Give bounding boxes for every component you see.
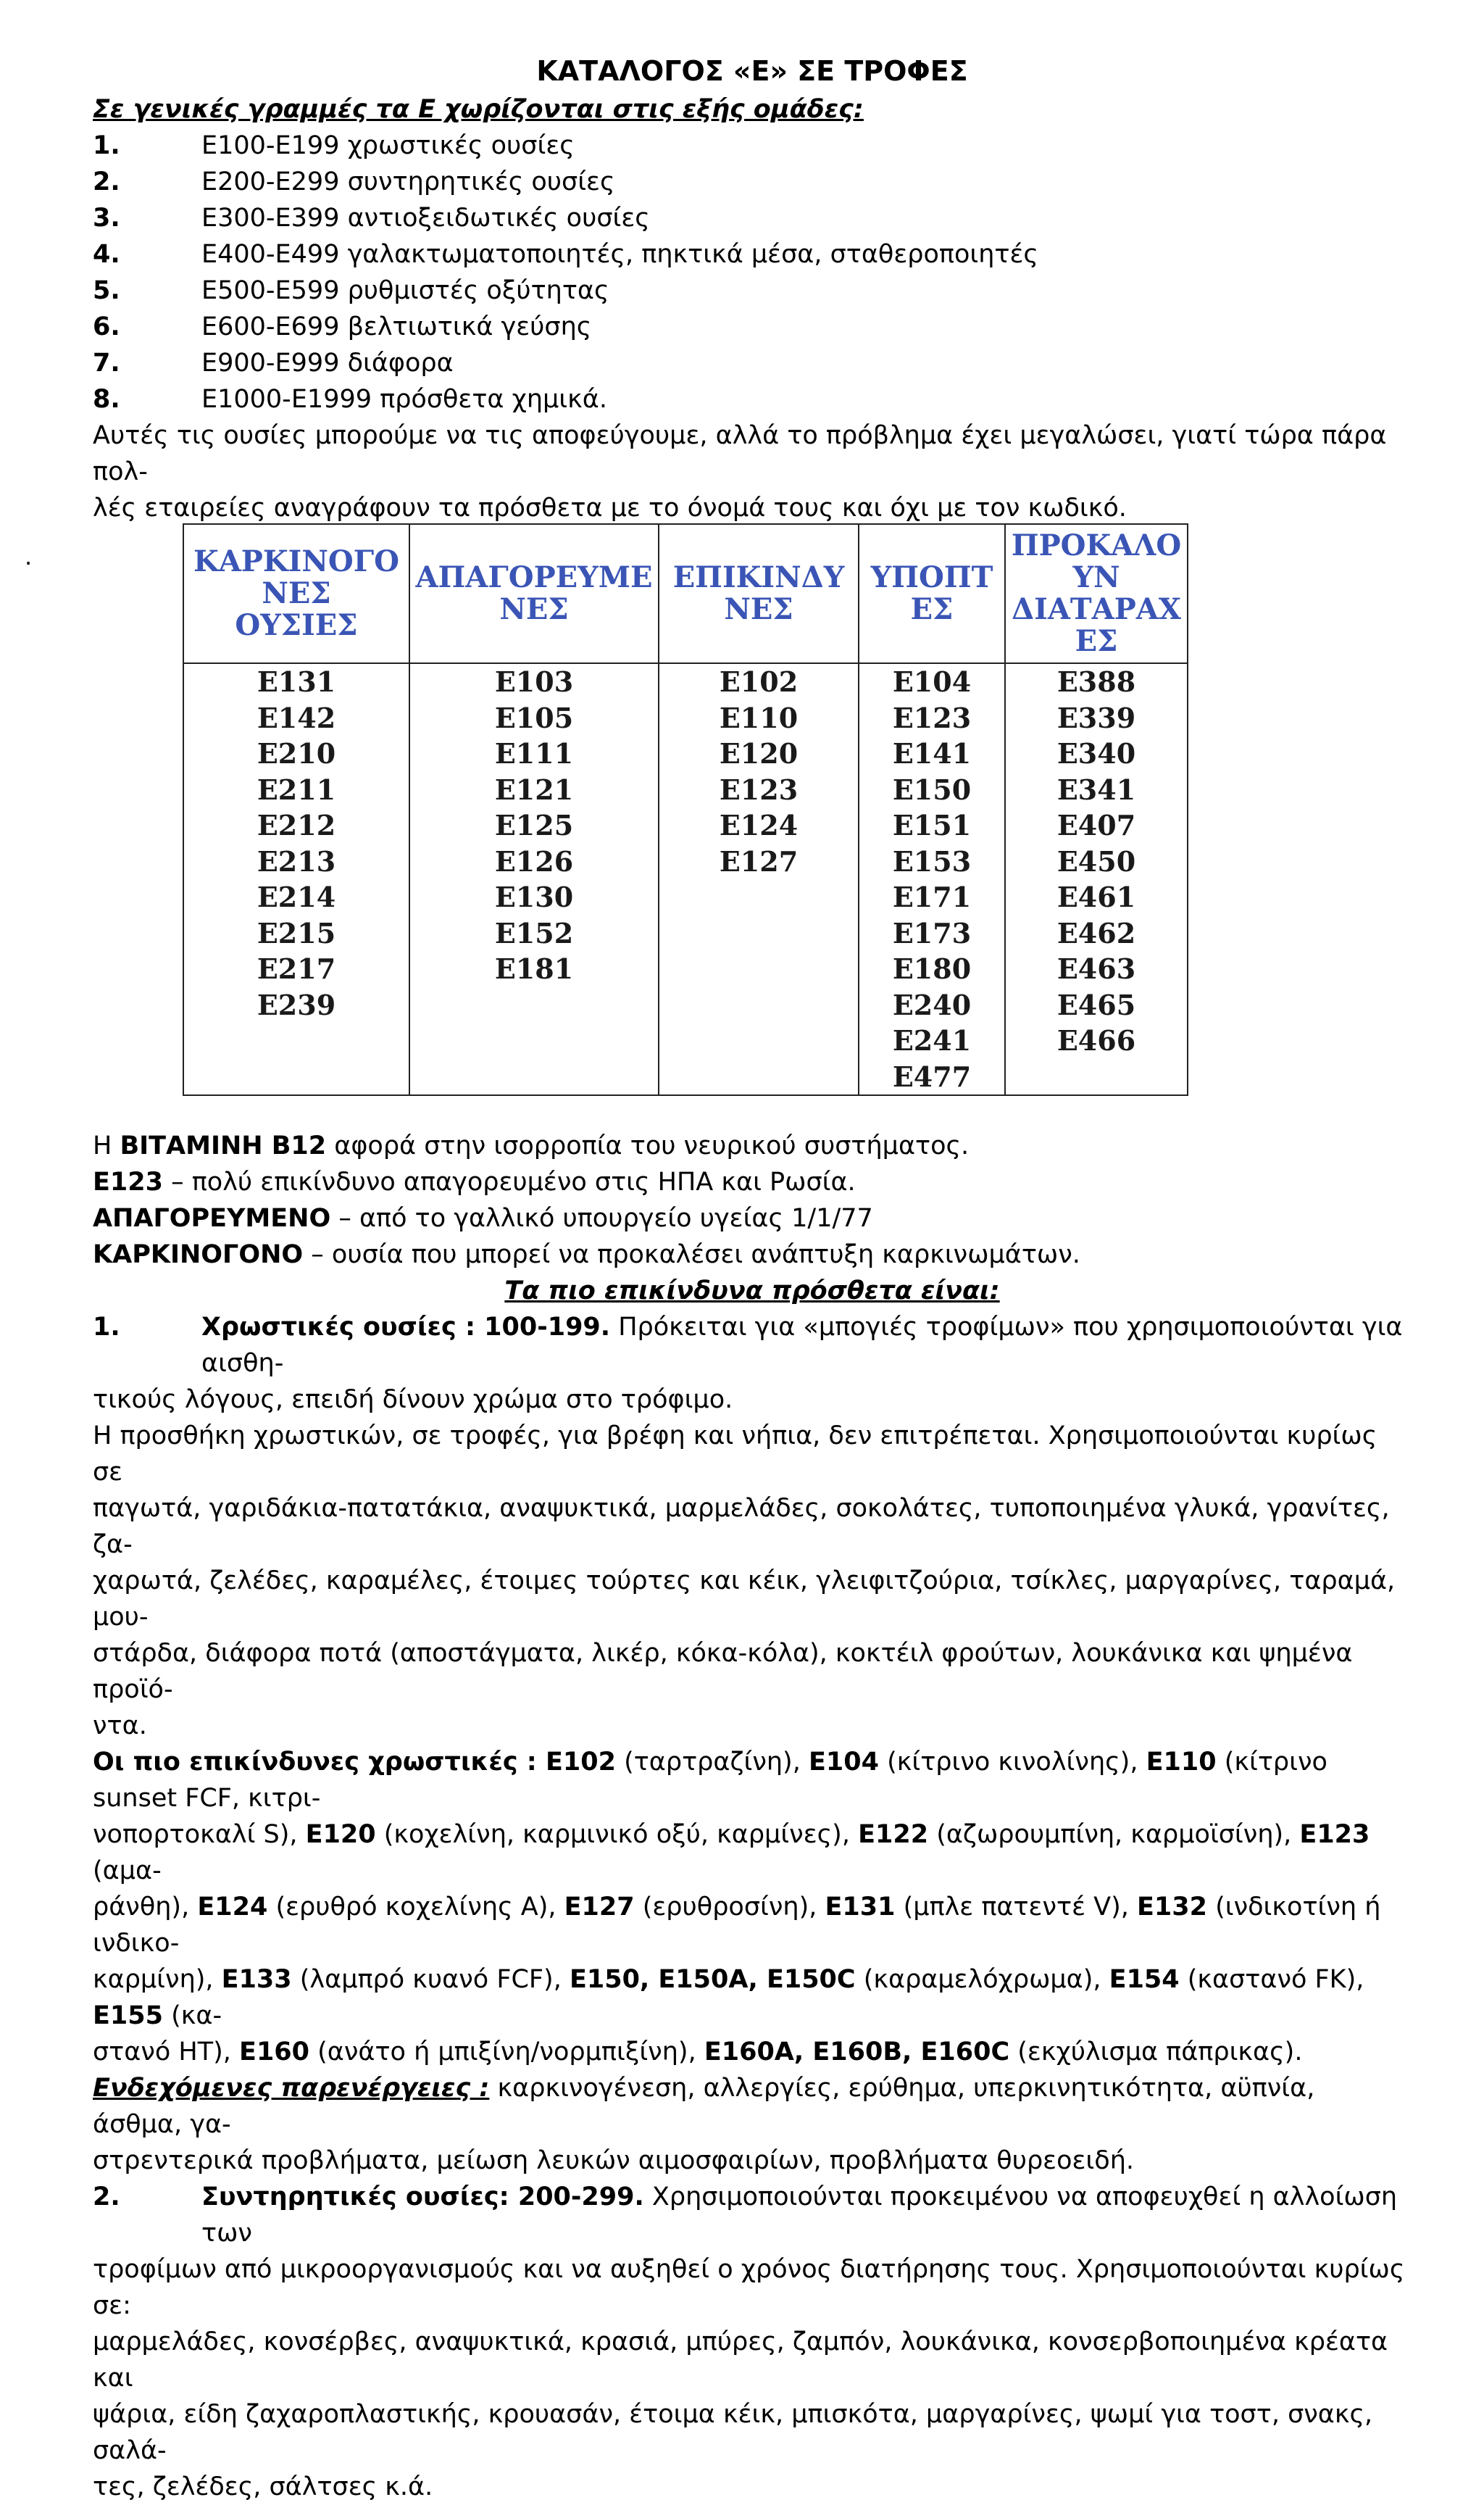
colorants-line: νοπορτοκαλί S), Ε120 (κοχελίνη, καρμινικό οξύ, καρμίνες), Ε122 (αζωρουμπίνη, καρμοϊσίνη), Ε123 (αμα-: [93, 1820, 1370, 1885]
stray-dot: .: [25, 543, 33, 570]
table-cell: Ε211: [183, 772, 409, 808]
table-cell: [659, 915, 859, 952]
group-number: 3.: [93, 204, 120, 233]
table-cell: Ε125: [409, 807, 659, 844]
table-cell: Ε124: [659, 807, 859, 844]
table-cell: Ε213: [183, 844, 409, 880]
column-header: ΑΠΑΓΟΡΕΥΜΕ ΝΕΣ: [409, 524, 659, 663]
group-text: Ε600-Ε699 βελτιωτικά γεύσης: [201, 312, 592, 341]
table-cell: Ε240: [859, 987, 1005, 1023]
table-cell: Ε123: [659, 772, 859, 808]
table-cell: Ε110: [659, 700, 859, 736]
table-row: [183, 879, 1188, 915]
group-text: Ε200-Ε299 συντηρητικές ουσίες: [201, 167, 615, 196]
table-row: [183, 844, 1188, 880]
table-cell: Ε180: [859, 951, 1005, 987]
table-header-row: [183, 524, 1188, 663]
lower-section: [93, 1128, 1412, 2505]
table-cell: Ε130: [409, 879, 659, 915]
e-codes-table: [183, 523, 1188, 1096]
table-cell: Ε465: [1005, 987, 1188, 1023]
note-e123: Ε123 – πολύ επικίνδυνο απαγορευμένο στις ΗΠΑ και Ρωσία.: [93, 1168, 856, 1197]
section1-para2: Η προσθήκη χρωστικών, σε τροφές, για βρέφη και νήπια, δεν επιτρέπεται. Χρησιμοποιούνται κυρίως σε παγωτά, γαριδάκια-πατατάκια, αναψυκτικά, μαρμελάδες, σοκολάτες, τυποποιημένα γλυκά, γρανίτες, ζα- χαρωτά, ζελέδες, καραμέλες, έτοιμες τούρτες και κέικ, γλειφιτζούρια, τσίκλες, μαργαρίνες, ταραμά, μου- στάρδα, διάφορα ποτά (αποστάγματα, λικέρ, κόκα-κόλα), κοκτέιλ φρούτων, λουκάνικα και ψημένα προϊό- ντα.: [93, 1421, 1396, 1740]
table-cell: Ε104: [859, 663, 1005, 700]
intro-paragraph: Αυτές τις ουσίες μπορούμε να τις αποφεύγουμε, αλλά το πρόβλημα έχει μεγαλώσει, γιατί τώρα πάρα πολ- λές εταιρείες αναγράφουν τα πρόσθετα με το όνομά τους και όχι με τον κωδικό.: [93, 421, 1387, 523]
table-cell: Ε103: [409, 663, 659, 700]
group-item: [93, 309, 1412, 345]
table-cell: Ε173: [859, 915, 1005, 952]
table-cell: Ε461: [1005, 879, 1188, 915]
note-carcinogenic: ΚΑΡΚΙΝΟΓΟΝΟ – ουσία που μπορεί να προκαλέσει ανάπτυξη καρκινωμάτων.: [93, 1240, 1080, 1269]
table-row: [183, 663, 1188, 700]
table-cell: Ε339: [1005, 700, 1188, 736]
side-effects: Ενδεχόμενες παρενέργειες : καρκινογένεση, αλλεργίες, ερύθημα, υπερκινητικότητα, αϋπνία, άσθμα, γα- στρεντερικά προβλήματα, μείωση λευκών αιμοσφαιρίων, προβλήματα θυρεοειδή.: [93, 2074, 1315, 2175]
table-cell: Ε407: [1005, 807, 1188, 844]
table-cell: Ε150: [859, 772, 1005, 808]
group-number: 8.: [93, 385, 120, 414]
table-cell: [659, 879, 859, 915]
group-number: 2.: [93, 167, 120, 196]
colorants-line: στανό HT), Ε160 (ανάτο ή μπιξίνη/νορμπιξίνη), Ε160Α, Ε160Β, Ε160C (εκχύλισμα πάπρικας).: [93, 2037, 1303, 2066]
table-cell: Ε127: [659, 844, 859, 880]
table-cell: Ε152: [409, 915, 659, 952]
section2-body: τροφίμων από μικροοργανισμούς και να αυξηθεί ο χρόνος διατήρησης τους. Χρησιμοποιούνται κυρίως σε: μαρμελάδες, κονσέρβες, αναψυκτικά, κρασιά, μπύρες, ζαμπόν, λουκάνικα, κονσερβοποιημένα κρέατα και ψάρια, είδη ζαχαροπλαστικής, κρουασάν, έτοιμα κέικ, μπισκότα, μαργαρίνες, ψωμί για τοστ, σνακς, σαλά- τες, ζελέδες, σάλτσες κ.ά.: [93, 2255, 1405, 2501]
table-row: [183, 1059, 1188, 1096]
group-item: [93, 128, 1412, 164]
column-header: ΠΡΟΚΑΛΟ ΥΝ ΔΙΑΤΑΡΑΧ ΕΣ: [1005, 524, 1188, 663]
table-cell: Ε111: [409, 736, 659, 772]
table-cell: Ε142: [183, 700, 409, 736]
table-row: [183, 951, 1188, 987]
table-row: [183, 807, 1188, 844]
table-cell: Ε241: [859, 1023, 1005, 1059]
group-item: [93, 236, 1412, 273]
table-cell: Ε120: [659, 736, 859, 772]
dangerous-additives-title: Τα πιο επικίνδυνα πρόσθετα είναι:: [504, 1276, 1000, 1305]
group-text: Ε500-Ε599 ρυθμιστές οξύτητας: [201, 276, 609, 305]
document-body: [93, 51, 1412, 526]
table-cell: Ε388: [1005, 663, 1188, 700]
table-cell: Ε126: [409, 844, 659, 880]
column-header: ΕΠΙΚΙΝΔΥ ΝΕΣ: [659, 524, 859, 663]
section2-heading: 2. Συντηρητικές ουσίες: 200-299. Χρησιμοποιούνται προκειμένου να αποφευχθεί η αλλοίωση των: [93, 2182, 1398, 2248]
note-banned: ΑΠΑΓΟΡΕΥΜΕΝΟ – από το γαλλικό υπουργείο υγείας 1/1/77: [93, 1204, 873, 1233]
table-row: [183, 700, 1188, 736]
table-cell: Ε340: [1005, 736, 1188, 772]
group-text: Ε300-Ε399 αντιοξειδωτικές ουσίες: [201, 204, 650, 233]
group-number: 4.: [93, 240, 120, 269]
table-row: [183, 736, 1188, 772]
table-cell: Ε171: [859, 879, 1005, 915]
colorants-line: Οι πιο επικίνδυνες χρωστικές : Ε102 (ταρτραζίνη), Ε104 (κίτρινο κινολίνης), Ε110 (κίτρινο sunset FCF, κιτρι-: [93, 1748, 1327, 1813]
dangerous-colorants: [93, 1744, 1412, 2070]
group-item: [93, 381, 1412, 418]
table-cell: [659, 987, 859, 1023]
group-text: Ε100-Ε199 χρωστικές ουσίες: [201, 131, 575, 160]
group-item: [93, 200, 1412, 236]
table-cell: Ε341: [1005, 772, 1188, 808]
e-codes-table-wrap: [183, 523, 1188, 1096]
table-cell: Ε215: [183, 915, 409, 952]
table-cell: Ε477: [859, 1059, 1005, 1096]
table-cell: Ε121: [409, 772, 659, 808]
table-cell: [659, 1023, 859, 1059]
group-text: Ε400-Ε499 γαλακτωματοποιητές, πηκτικά μέσα, σταθεροποιητές: [201, 240, 1038, 269]
table-cell: Ε239: [183, 987, 409, 1023]
groups-subtitle: Σε γενικές γραμμές τα Ε χωρίζονται στις εξής ομάδες:: [93, 95, 864, 124]
note-b12: Η ΒΙΤΑΜΙΝΗ Β12 αφορά στην ισορροπία του νευρικού συστήματος.: [93, 1131, 970, 1160]
colorants-line: καρμίνη), Ε133 (λαμπρό κυανό FCF), Ε150, Ε150Α, Ε150C (καραμελόχρωμα), Ε154 (καστανό FK), Ε155 (κα-: [93, 1965, 1364, 2030]
column-header: ΥΠΟΠΤ ΕΣ: [859, 524, 1005, 663]
table-cell: [409, 1059, 659, 1096]
table-row: [183, 772, 1188, 808]
table-cell: Ε214: [183, 879, 409, 915]
table-cell: Ε151: [859, 807, 1005, 844]
table-cell: Ε212: [183, 807, 409, 844]
table-cell: Ε105: [409, 700, 659, 736]
group-number: 7.: [93, 349, 120, 378]
group-number: 1.: [93, 131, 120, 160]
table-row: [183, 915, 1188, 952]
table-cell: Ε102: [659, 663, 859, 700]
column-header: ΚΑΡΚΙΝΟΓΟ ΝΕΣ ΟΥΣΙΕΣ: [183, 524, 409, 663]
table-cell: Ε131: [183, 663, 409, 700]
table-cell: Ε450: [1005, 844, 1188, 880]
table-cell: Ε153: [859, 844, 1005, 880]
table-cell: Ε181: [409, 951, 659, 987]
table-cell: Ε141: [859, 736, 1005, 772]
section1-line: τικούς λόγους, επειδή δίνουν χρώμα στο τρόφιμο.: [93, 1385, 733, 1414]
table-cell: Ε123: [859, 700, 1005, 736]
page-title: ΚΑΤΑΛΟΓΟΣ «Ε» ΣΕ ΤΡΟΦΕΣ: [536, 55, 968, 87]
table-row: [183, 1023, 1188, 1059]
table-cell: [409, 1023, 659, 1059]
table-cell: [659, 951, 859, 987]
group-number: 5.: [93, 276, 120, 305]
table-cell: [659, 1059, 859, 1096]
table-cell: [1005, 1059, 1188, 1096]
section1-heading: 1. Χρωστικές ουσίες : 100-199. Πρόκειται για «μπογιές τροφίμων» που χρησιμοποιούνται για αισθη-: [93, 1313, 1403, 1378]
table-cell: Ε210: [183, 736, 409, 772]
group-text: Ε900-Ε999 διάφορα: [201, 349, 454, 378]
table-cell: [183, 1023, 409, 1059]
groups-list: [93, 128, 1412, 418]
group-item: [93, 164, 1412, 200]
table-cell: Ε463: [1005, 951, 1188, 987]
group-item: [93, 273, 1412, 309]
group-number: 6.: [93, 312, 120, 341]
group-text: Ε1000-Ε1999 πρόσθετα χημικά.: [201, 385, 607, 414]
table-cell: Ε466: [1005, 1023, 1188, 1059]
table-cell: Ε217: [183, 951, 409, 987]
table-row: [183, 987, 1188, 1023]
colorants-line: ράνθη), Ε124 (ερυθρό κοχελίνης Α), Ε127 (ερυθροσίνη), Ε131 (μπλε πατεντέ V), Ε132 (ινδικοτίνη ή ινδικο-: [93, 1893, 1381, 1958]
table-cell: [183, 1059, 409, 1096]
group-item: [93, 345, 1412, 381]
table-cell: [409, 987, 659, 1023]
table-cell: Ε462: [1005, 915, 1188, 952]
